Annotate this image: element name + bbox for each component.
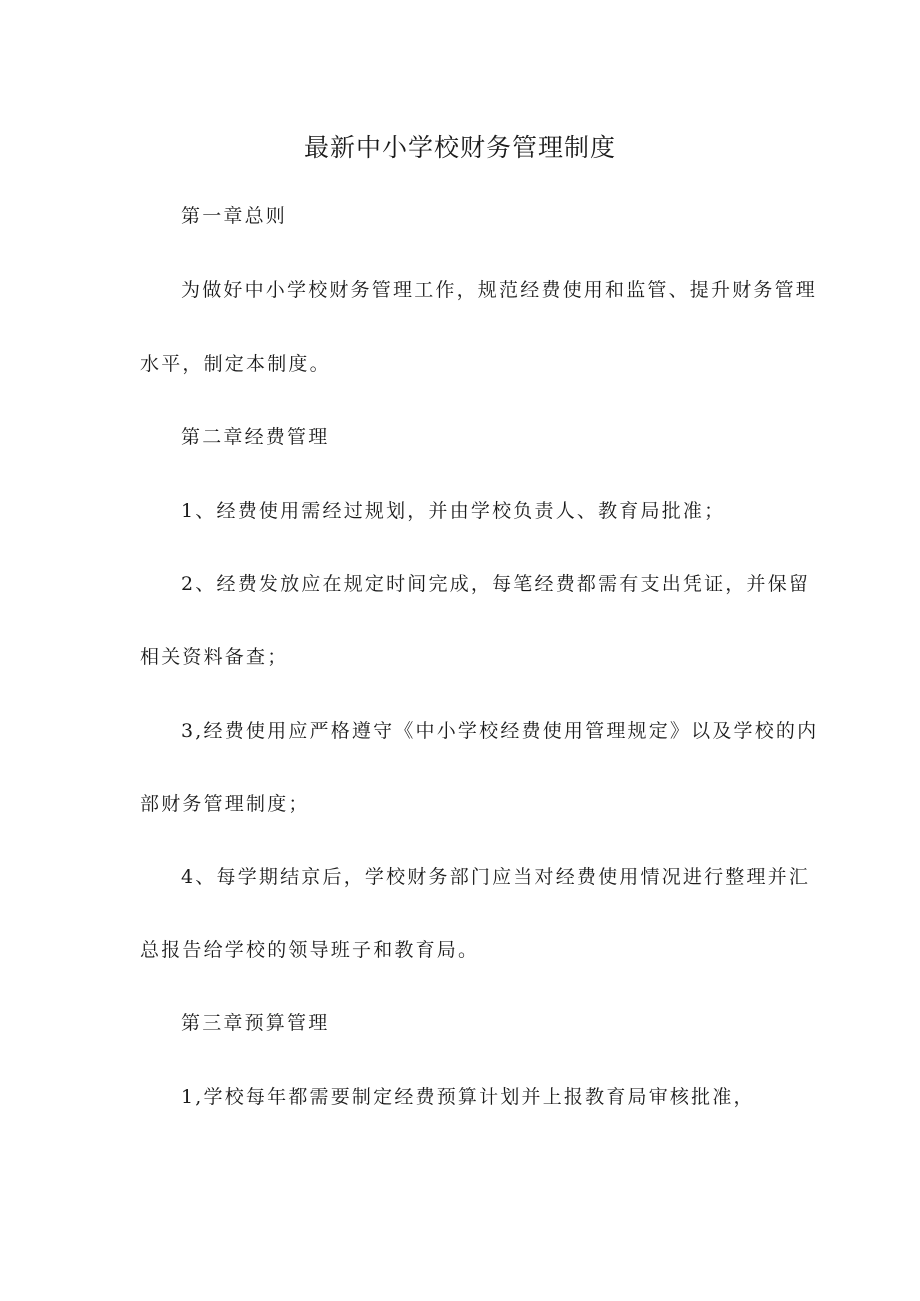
list-item-continuation: 部财务管理制度； [140, 793, 310, 815]
list-item: 4、每学期结京后，学校财务部门应当对经费使用情况进行整理并汇 [181, 866, 811, 888]
chapter-heading: 第一章总则 [181, 205, 288, 227]
paragraph-line: 水平，制定本制度。 [140, 353, 331, 375]
paragraph-line: 为做好中小学校财务管理工作，规范经费使用和监管、提升财务管理 [181, 279, 818, 301]
chapter-heading: 第三章预算管理 [181, 1012, 330, 1034]
list-item-continuation: 总报告给学校的领导班子和教育局。 [140, 939, 480, 961]
list-item: 1、经费使用需经过规划，并由学校负责人、教育局批准； [181, 500, 726, 522]
chapter-heading: 第二章经费管理 [181, 426, 330, 448]
list-item: 2、经费发放应在规定时间完成，每笔经费都需有支出凭证，并保留 [181, 573, 811, 595]
list-item: 3,经费使用应严格遵守《中小学校经费使用管理规定》以及学校的内 [181, 720, 819, 742]
list-item-continuation: 相关资料备查； [140, 646, 289, 668]
list-item: 1,学校每年都需要制定经费预算计划并上报教育局审核批准， [181, 1086, 755, 1108]
document-title: 最新中小学校财务管理制度 [303, 133, 616, 162]
